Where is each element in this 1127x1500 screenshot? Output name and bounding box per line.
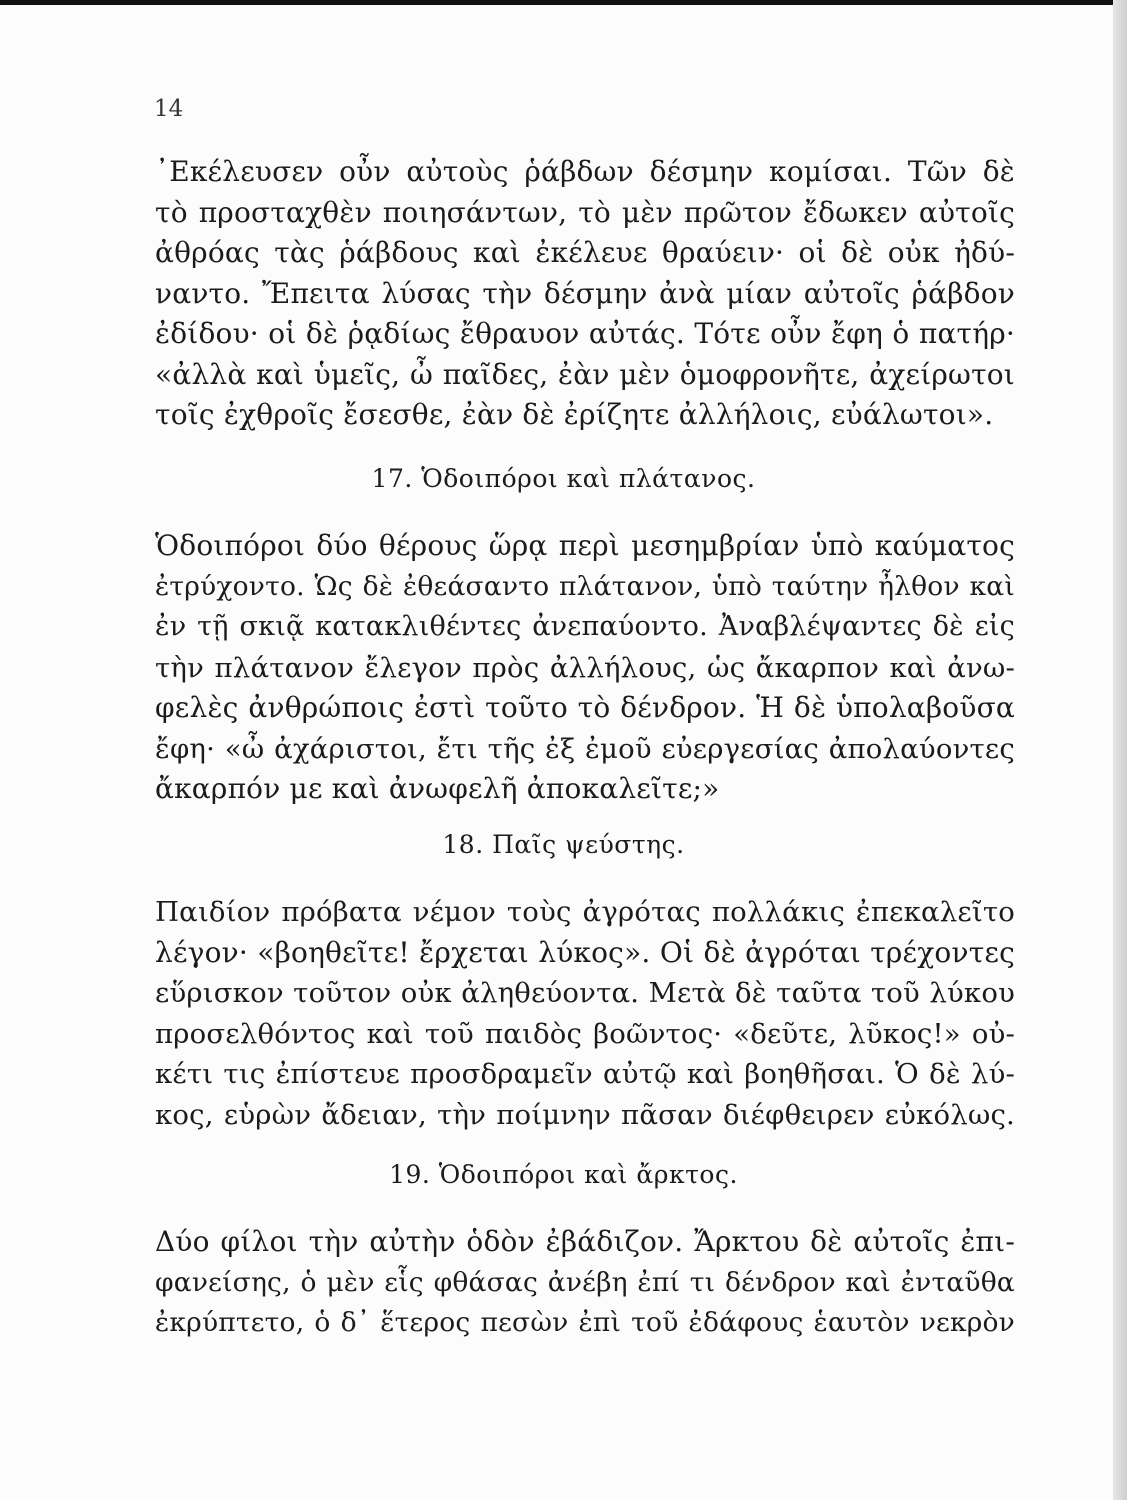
text-line: τὸ προσταχθὲν ποιησάντων, τὸ μὲν πρῶτον ἔδωκεν αὐτοῖς bbox=[155, 195, 1015, 229]
paragraph-fable-16-end bbox=[155, 152, 1015, 436]
text-line: «ἀλλὰ καὶ ὑμεῖς, ὦ παῖδες, ἐὰν μὲν ὁμοφρονῆτε, ἀχείρωτοι bbox=[155, 357, 1015, 391]
text-line: προσελθόντος καὶ τοῦ παιδὸς βοῶντος· «δεῦτε, λῦκος!» οὐ- bbox=[155, 1017, 1015, 1050]
paragraph-fable-18 bbox=[155, 892, 1015, 1135]
text-line: φανείσης, ὁ μὲν εἷς φθάσας ἀνέβη ἐπί τι δένδρον καὶ ἐνταῦθα bbox=[155, 1266, 1015, 1298]
text-line: κέτι τις ἐπίστευε προσδραμεῖν αὐτῷ καὶ βοηθῆσαι. Ὁ δὲ λύ- bbox=[155, 1058, 1015, 1090]
text-line: ἐν τῇ σκιᾷ κατακλιθέντες ἀνεπαύοντο. Ἀναβλέψαντες δὲ εἰς bbox=[155, 611, 1015, 642]
text-line: Ὁδοιπόροι δύο θέρους ὥρᾳ περὶ μεσημβρίαν ὑπὸ καύματος bbox=[155, 529, 1015, 562]
text-line: ἔφη· «ὦ ἀχάριστοι, ἔτι τῆς ἐξ ἐμοῦ εὐεργεσίας ἀπολαύοντες bbox=[155, 732, 1015, 765]
text-line: τὴν πλάτανον ἔλεγον πρὸς ἀλλήλους, ὡς ἄκαρπον καὶ ἀνω- bbox=[155, 651, 1015, 684]
heading-fable-17: 17. Ὁδοιπόροι καὶ πλάτανος. bbox=[371, 464, 756, 493]
scan-top-edge bbox=[0, 0, 1127, 5]
text-line: ἀθρόας τὰς ῥάβδους καὶ ἐκέλευε θραύειν· οἱ δὲ οὐκ ἠδύ- bbox=[155, 236, 1015, 269]
text-line: Δύο φίλοι τὴν αὐτὴν ὁδὸν ἐβάδιζον. Ἄρκτου δὲ αὐτοῖς ἐπι- bbox=[155, 1225, 1015, 1258]
text-line: τοῖς ἐχθροῖς ἔσεσθε, ἐὰν δὲ ἐρίζητε ἀλλήλοις, εὐάλωτοι». bbox=[155, 398, 994, 431]
text-line: ἐτρύχοντο. Ὡς δὲ ἐθεάσαντο πλάτανον, ὑπὸ ταύτην ἦλθον καὶ bbox=[155, 570, 1015, 602]
text-line: φελὲς ἀνθρώποις ἐστὶ τοῦτο τὸ δένδρον. Ἡ δὲ ὑπολαβοῦσα bbox=[155, 691, 1015, 724]
text-line: ἄκαρπόν με καὶ ἀνωφελῆ ἀποκαλεῖτε;» bbox=[155, 772, 720, 805]
text-line: Παιδίον πρόβατα νέμον τοὺς ἀγρότας πολλάκις ἐπεκαλεῖτο bbox=[155, 896, 1015, 928]
heading-fable-19: 19. Ὁδοιπόροι καὶ ἄρκτος. bbox=[389, 1160, 738, 1189]
text-line: κος, εὑρὼν ἄδειαν, τὴν ποίμνην πᾶσαν διέφθειρεν εὐκόλως. bbox=[155, 1098, 1015, 1131]
page-number: 14 bbox=[154, 96, 184, 122]
text-line: λέγον· «βοηθεῖτε! ἔρχεται λύκος». Οἱ δὲ ἀγρόται τρέχοντες bbox=[155, 935, 1015, 969]
paragraph-fable-19 bbox=[155, 1222, 1015, 1344]
scan-right-edge bbox=[1113, 0, 1127, 1500]
text-line: ᾿Εκέλευσεν οὖν αὐτοὺς ῥάβδων δέσμην κομίσαι. Τῶν δὲ bbox=[155, 155, 1015, 188]
text-line: ἐδίδου· οἱ δὲ ῥᾳδίως ἔθραυον αὐτάς. Τότε οὖν ἔφη ὁ πατήρ· bbox=[155, 317, 1015, 350]
text-line: ναντο. Ἔπειτα λύσας τὴν δέσμην ἀνὰ μίαν αὐτοῖς ῥάβδον bbox=[155, 276, 1015, 310]
paragraph-fable-17 bbox=[155, 526, 1015, 810]
text-line: εὕρισκον τοῦτον οὐκ ἀληθεύοντα. Μετὰ δὲ ταῦτα τοῦ λύκου bbox=[155, 977, 1015, 1009]
heading-fable-18: 18. Παῖς ψεύστης. bbox=[442, 830, 685, 859]
text-line: ἐκρύπτετο, ὁ δ᾿ ἕτερος πεσὼν ἐπὶ τοῦ ἐδάφους ἑαυτὸν νεκρὸν bbox=[155, 1307, 1015, 1338]
